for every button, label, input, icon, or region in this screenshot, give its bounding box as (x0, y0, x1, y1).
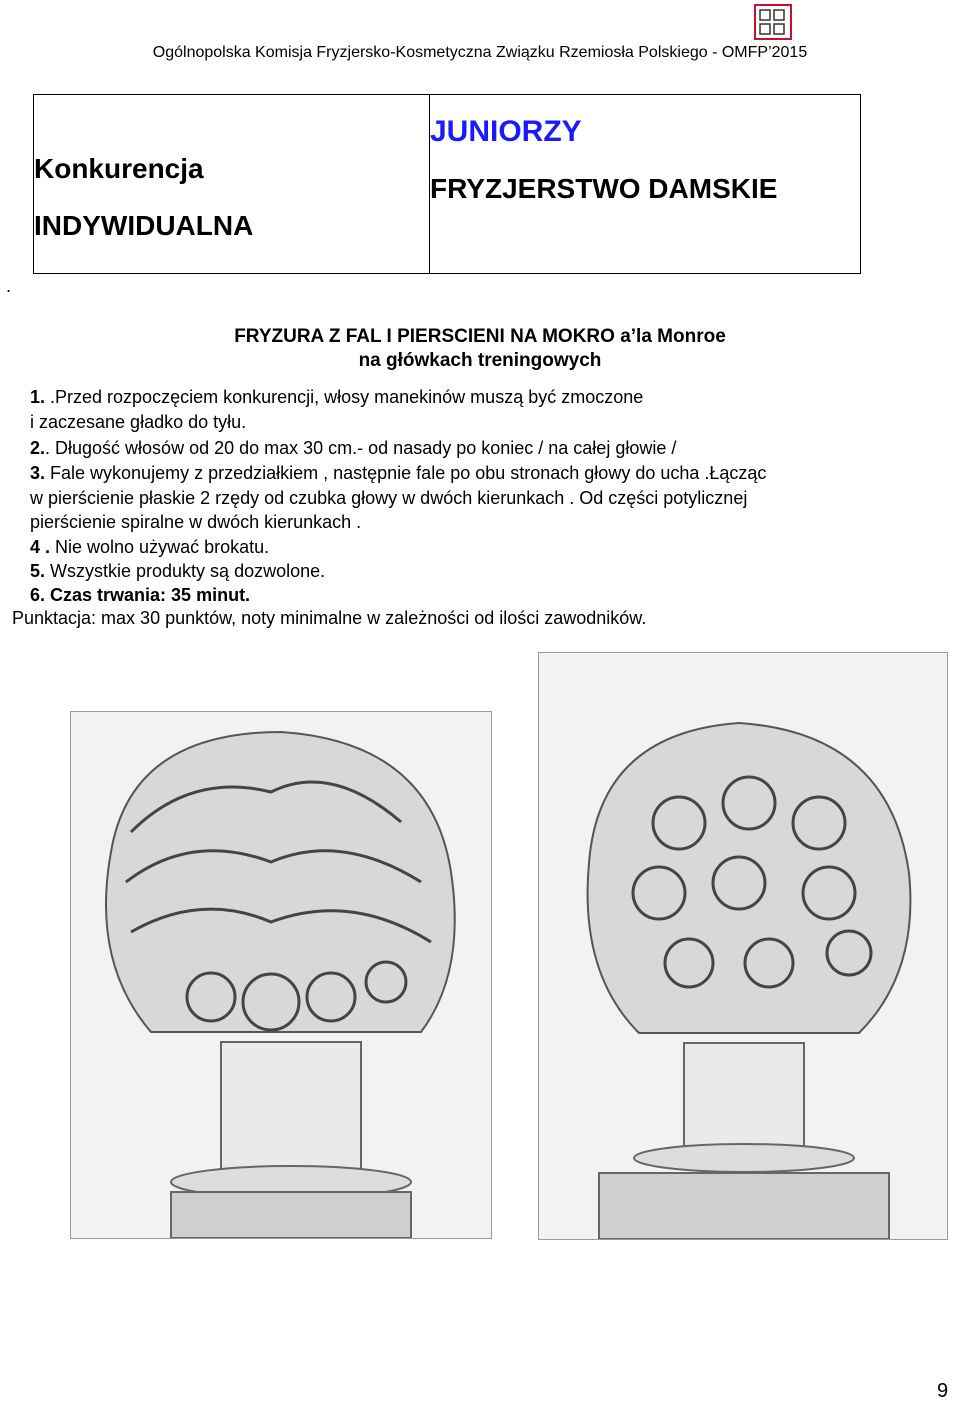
rule-1-continued: i zaczesane gładko do tyłu. (30, 412, 247, 432)
rule-5-text: Wszystkie produkty są dozwolone. (45, 561, 326, 581)
mannequin-sketch-left-icon (71, 712, 491, 1238)
rule-2 (30, 436, 676, 460)
omfp-logo (754, 4, 792, 40)
rule-4-number: 4 . (30, 537, 51, 557)
rule-3-number: 3. (30, 463, 46, 483)
rule-1-text: .Przed rozpoczęciem konkurencji, włosy manekinów muszą być zmoczone (45, 387, 644, 407)
rule-3-text: Fale wykonujemy z przedziałkiem , następnie fale po obu stronach głowy do ucha .Łącząc (45, 463, 767, 483)
hairstyle-photo-right (538, 652, 948, 1240)
hairstyle-title: FRYZURA Z FAL I PIERSCIENI NA MOKRO a’la Monroe (234, 326, 726, 347)
hairstyle-subtitle: na główkach treningowych (358, 350, 602, 371)
rule-6: 6. Czas trwania: 35 minut. (30, 585, 251, 605)
rule-1 (30, 385, 643, 409)
mannequin-sketch-right-icon (539, 653, 947, 1239)
rule-2-text: . Długość włosów od 20 do max 30 cm.- od nasady po koniec / na całej głowie / (45, 438, 677, 458)
competition-type: INDYWIDUALNA (34, 210, 254, 241)
category-discipline: FRYZJERSTWO DAMSKIE (430, 173, 778, 204)
rule-1-number: 1. (30, 387, 46, 407)
rule-3 (30, 461, 766, 485)
rule-4-text: Nie wolno używać brokatu. (50, 537, 270, 557)
competition-label: Konkurencja (34, 153, 204, 184)
rule-3-continued-1: w pierścienie płaskie 2 rzędy od czubka głowy w dwóch kierunkach . Od części potylicznej (30, 488, 748, 508)
organization-header: Ogólnopolska Komisja Fryzjersko-Kosmetyczna Związku Rzemiosła Polskiego - OMFP’2015 (152, 44, 808, 61)
stray-dot: . (6, 276, 12, 296)
hairstyle-photo-left (70, 711, 492, 1239)
rule-5-number: 5. (30, 561, 46, 581)
rule-4 (30, 535, 269, 559)
title-box (33, 94, 861, 274)
scoring-note: Punktacja: max 30 punktów, noty minimalne w zależności od ilości zawodników. (12, 608, 647, 628)
rule-3-continued-2: pierścienie spiralne w dwóch kierunkach . (30, 512, 362, 532)
rule-2-number: 2. (30, 438, 46, 458)
category-juniors: JUNIORZY (430, 115, 582, 148)
logo-mark-icon (756, 6, 790, 38)
page-number: 9 (937, 1380, 949, 1402)
rule-5 (30, 559, 325, 583)
